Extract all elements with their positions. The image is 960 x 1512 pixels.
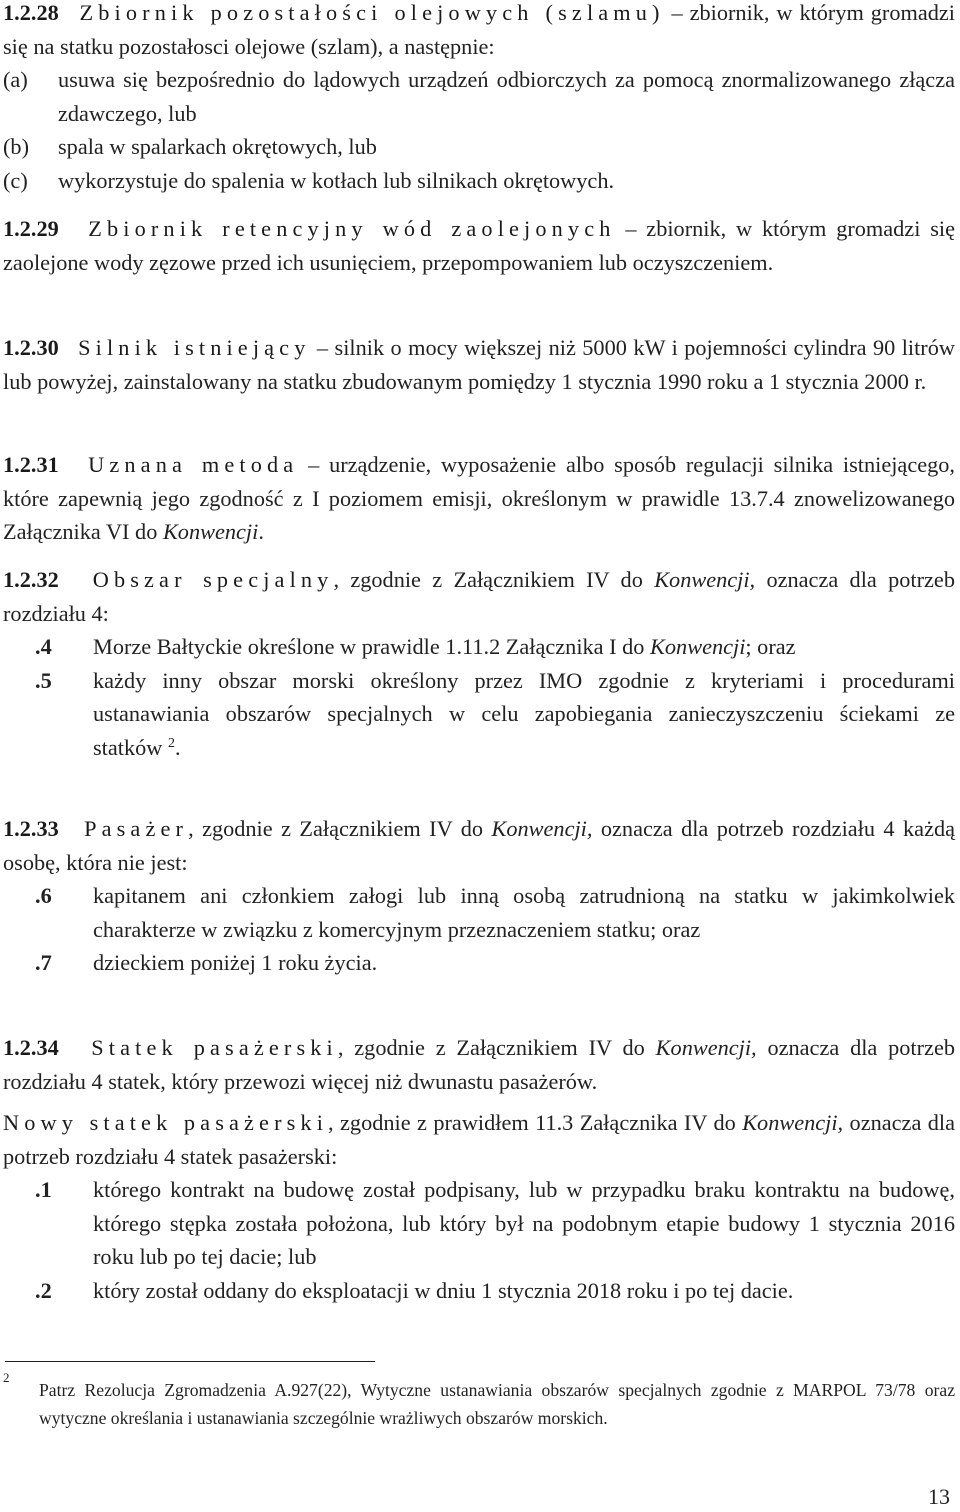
list-item [3,664,955,765]
definition-text-end: . [258,519,264,544]
list-item [3,1173,955,1274]
item-label: .1 [35,1177,52,1202]
defined-term: Zbiornik pozostałości olejowych (szlamu) [79,0,665,25]
list-item [3,946,955,980]
definition-1-2-32 [3,563,955,764]
item-label: .2 [35,1277,52,1303]
item-label: (a) [3,67,28,92]
item-text: spala w spalarkach okrętowych, lub [58,134,377,159]
defined-term: Pasażer [84,816,189,841]
definition-1-2-29 [3,212,955,279]
section-number: 1.2.33 [3,816,59,841]
section-number: 1.2.29 [3,216,59,241]
definition-text-end: oznacza dla potrzeb rozdziału 4 każdą osobę, która nie jest: [3,816,956,875]
section-number: 1.2.32 [3,567,59,592]
defined-term: Zbiornik retencyjny wód zaolejonych [88,216,616,241]
document-page [3,0,955,1512]
convention-ref: Konwencji, [742,1110,844,1135]
item-text: każdy inny obszar morski określony przez IMO zgodnie z kryteriami i procedurami ustanawiania obszarów specjalnych w celu zapobiegania zanieczyszczeniu ściekami ze statków [93,667,955,760]
footnote [3,1370,955,1433]
definition-text: , zgodnie z prawidłem 11.3 Załącznika IV do [328,1110,743,1135]
item-text-end: ; oraz [745,634,796,659]
item-text: Morze Bałtyckie określone w prawidle 1.11.2 Załącznika I do [93,634,651,659]
definition-1-2-34 [3,1031,955,1098]
section-number: 1.2.31 [3,452,59,477]
item-label: (c) [3,167,28,193]
definition-text-end: oznacza dla potrzeb rozdziału 4: [3,567,955,626]
item-label: .5 [35,667,52,693]
definition-text: , zgodnie z Załącznikiem IV do [333,567,655,592]
item-label: (b) [3,134,29,159]
convention-ref: Konwencji [162,519,259,544]
defined-term: Nowy statek pasażerski [3,1110,329,1135]
definition-text: – zbiornik, w którym gromadzi się zaolejone wody zęzowe przed ich usunięciem, przepompowaniem lub oczyszczeniem. [3,216,955,275]
item-text: usuwa się bezpośrednio do lądowych urządzeń odbiorczych za pomocą znormalizowanego złącza zdawczego, lub [58,67,955,126]
definition-text: – silnik o mocy większej niż 5000 kW i pojemności cylindra 90 litrów lub powyżej, zainstalowany na statku zbudowanym pomiędzy 1 stycznia 1990 roku a 1 stycznia 2000 r. [3,335,955,394]
item-text: który został oddany do eksploatacji w dniu 1 stycznia 2018 roku i po tej dacie. [93,1277,794,1303]
footnote-separator [5,1361,375,1362]
footnote-ref[interactable]: 2 [167,735,175,751]
definition-text-end: oznacza dla potrzeb rozdziału 4 statek pasażerski: [3,1110,955,1169]
footnote-number: 2 [3,1370,10,1385]
definition-text: – urządzenie, wyposażenie albo sposób regulacji silnika istniejącego, które zapewnią jego zgodność z I poziomem emisji, określonym w prawidle 13.7.4 znowelizowanego Załącznika VI do [3,452,955,544]
list-item [3,1274,955,1308]
convention-ref: Konwencji [650,634,746,659]
item-label: .4 [35,634,52,659]
definition-text: , zgodnie z Załącznikiem IV do [337,1035,656,1060]
section-number: 1.2.34 [3,1035,59,1060]
list-item [3,130,955,164]
item-text-end: . [174,734,181,760]
defined-term: Obszar specjalny [92,567,334,592]
definition-1-2-33 [3,812,955,980]
list-item [3,164,955,198]
definition-text: – zbiornik, w którym gromadzi się na statku pozostałosci olejowe (szlam), a następnie: [3,0,955,59]
definition-text: , zgodnie z Załącznikiem IV do [188,816,492,841]
list-item [3,63,955,130]
item-label: .6 [35,883,52,908]
list-item [3,630,955,664]
definition-1-2-28 [3,0,955,197]
item-text: którego kontrakt na budowę został podpisany, lub w przypadku braku kontraktu na budowę, którego stępka została położona, lub który był na podobnym etapie budowy 1 stycznia 2016 roku lub po tej dacie; lub [93,1177,955,1269]
item-label: .7 [35,950,52,975]
convention-ref: Konwencji, [655,1035,757,1060]
defined-term: Silnik istniejący [78,335,311,360]
item-text: wykorzystuje do spalenia w kotłach lub silnikach okrętowych. [58,167,615,193]
definition-1-2-30 [3,331,955,398]
defined-term: Uznana metoda [88,452,299,477]
convention-ref: Konwencji, [654,567,756,592]
item-text: dzieckiem poniżej 1 roku życia. [93,950,378,975]
convention-ref: Konwencji, [491,816,593,841]
definition-new-passenger-ship [3,1106,955,1307]
list-item [3,879,955,946]
page-number: 13 [928,1484,950,1509]
item-text: kapitanem ani członkiem załogi lub inną osobą zatrudnioną na statku w jakimkolwiek charakterze w związku z komercyjnym przeznaczeniem statku; oraz [93,883,955,942]
section-number: 1.2.30 [3,335,59,360]
definition-1-2-31 [3,448,955,549]
definition-text-end: oznacza dla potrzeb rozdziału 4 statek, który przewozi więcej niż dwunastu pasażerów. [3,1035,955,1094]
defined-term: Statek pasażerski [91,1035,338,1060]
footnote-text: Patrz Rezolucja Zgromadzenia A.927(22), Wytyczne ustanawiania obszarów specjalnych zgodnie z MARPOL 73/78 oraz wytyczne określania i ustanawiania szczególnie wrażliwych obszarów morskich. [39,1380,955,1429]
section-number: 1.2.28 [3,0,59,25]
